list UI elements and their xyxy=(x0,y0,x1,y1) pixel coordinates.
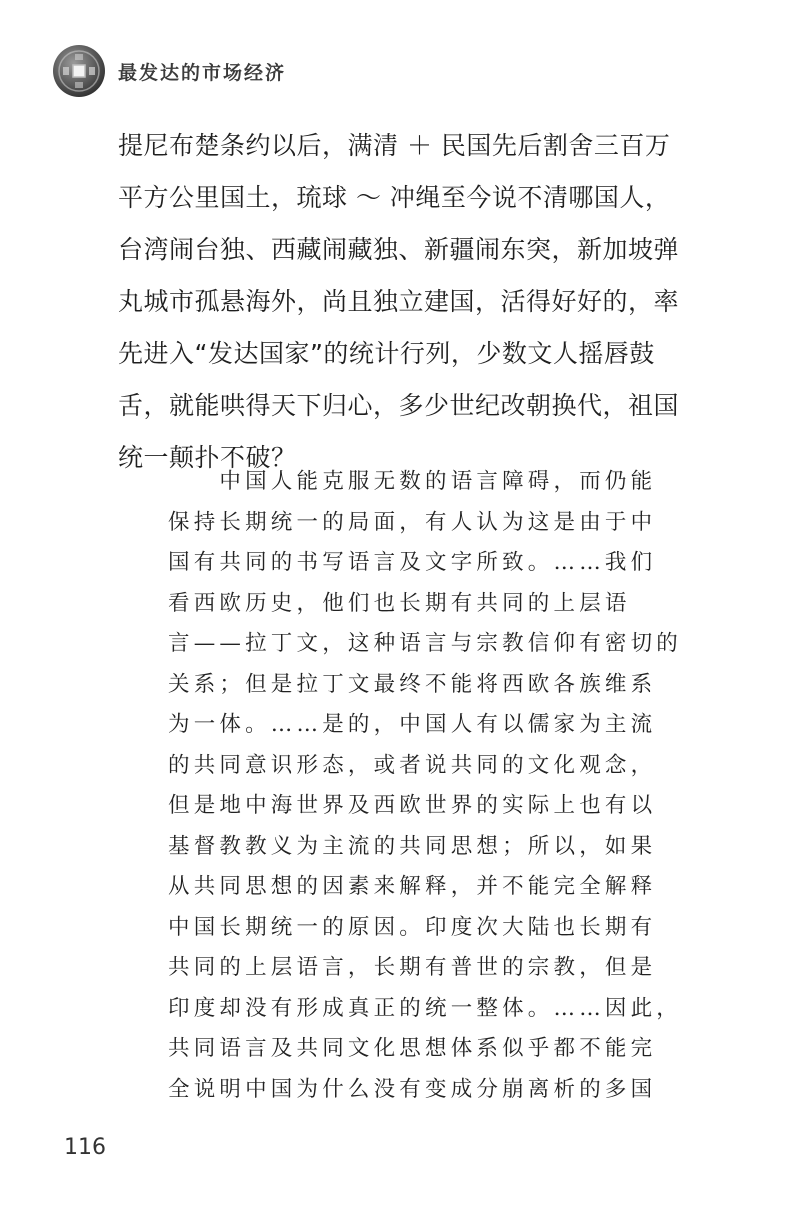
quote-line: 保持长期统一的局面，有人认为这是由于中 xyxy=(168,509,657,535)
body-line: 提尼布楚条约以后，满清 ＋ 民国先后割舍三百万 xyxy=(118,131,671,160)
quote-line: 为一体。……是的，中国人有以儒家为主流 xyxy=(168,712,657,737)
ancient-coin-icon xyxy=(52,44,106,98)
quote-line: 从共同思想的因素来解释，并不能完全解释 xyxy=(168,874,657,899)
quote-line: 但是地中海世界及西欧世界的实际上也有以 xyxy=(168,793,657,818)
body-paragraph xyxy=(118,120,678,484)
quote-line: 共同的上层语言，长期有普世的宗教，但是 xyxy=(168,955,657,980)
body-line: 先进入“发达国家”的统计行列，少数文人摇唇鼓 xyxy=(118,339,655,368)
quote-line: 中国长期统一的原因。印度次大陆也长期有 xyxy=(168,914,657,940)
quote-line: 的共同意识形态，或者说共同的文化观念， xyxy=(168,752,657,778)
body-line: 丸城市孤悬海外，尚且独立建国，活得好好的，率 xyxy=(118,287,680,316)
quote-line: 基督教教义为主流的共同思想；所以，如果 xyxy=(168,833,657,859)
body-line: 台湾闹台独、西藏闹藏独、新疆闹东突，新加坡弹 xyxy=(118,235,680,264)
quote-line: 共同语言及共同文化思想体系似乎都不能完 xyxy=(168,1036,657,1061)
header-title: 最发达的市场经济 xyxy=(118,62,287,84)
quote-line: 中国人能克服无数的语言障碍，而仍能 xyxy=(168,469,657,494)
quote-line: 关系；但是拉丁文最终不能将西欧各族维系 xyxy=(168,671,657,697)
body-line: 舌，就能哄得天下归心，多少世纪改朝换代，祖国 xyxy=(118,391,680,420)
body-line: 统一颠扑不破？ xyxy=(118,443,297,472)
quote-line: 国有共同的书写语言及文字所致。……我们 xyxy=(168,550,657,575)
running-header xyxy=(52,44,552,100)
quote-line: 全说明中国为什么没有变成分崩离析的多国 xyxy=(168,1076,657,1102)
quote-line: 印度却没有形成真正的统一整体。……因此， xyxy=(168,995,683,1021)
quote-line: 看西欧历史，他们也长期有共同的上层语 xyxy=(168,590,631,616)
block-quote xyxy=(168,462,683,1110)
body-line: 平方公里国土，琉球 ～ 冲绳至今说不清哪国人， xyxy=(118,183,671,212)
page-number: 116 xyxy=(64,1135,106,1160)
quote-line: 言——拉丁文，这种语言与宗教信仰有密切的 xyxy=(168,631,683,656)
